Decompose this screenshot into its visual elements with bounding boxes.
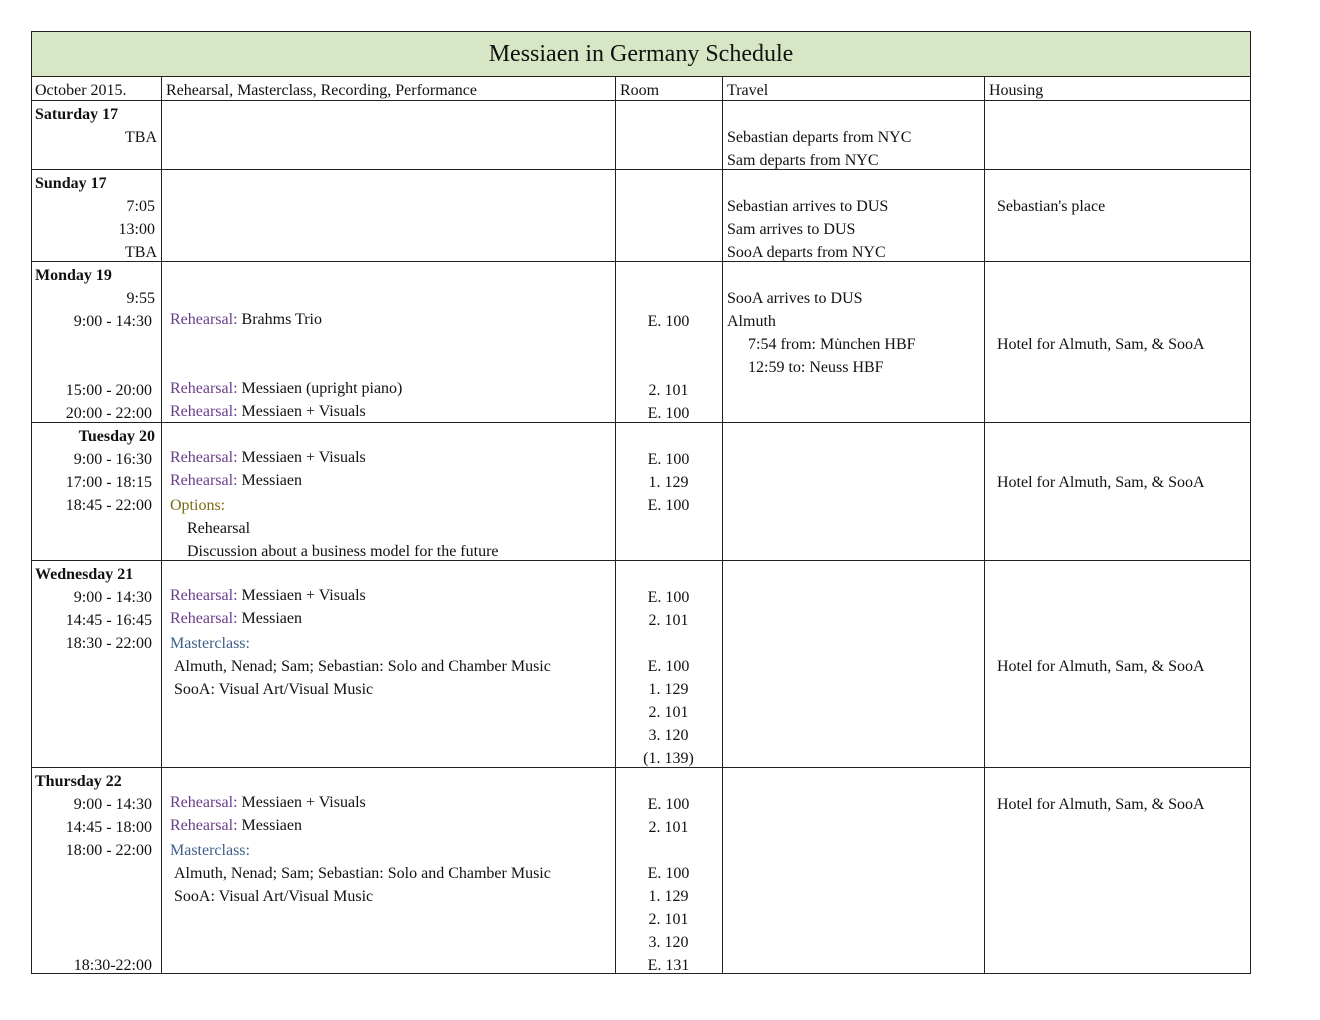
activity-cell [170, 607, 302, 630]
room-cell: (1. 139) [643, 750, 694, 767]
row-divider [32, 261, 1250, 262]
rehearsal-label: Rehearsal: [170, 794, 238, 811]
activity-text: Messiaen [241, 817, 302, 834]
room-cell: 1. 129 [648, 474, 689, 491]
activity-text: Messiaen + Visuals [241, 403, 366, 420]
travel-cell: SooA arrives to DUS [727, 290, 863, 307]
day-wednesday: Wednesday 21 [35, 566, 134, 583]
option-item: Rehearsal [187, 520, 251, 537]
activity-text: Messiaen + Visuals [241, 449, 366, 466]
travel-cell: Sam arrives to DUS [727, 221, 856, 238]
column-divider [161, 77, 162, 974]
header-date: October 2015. [35, 82, 127, 99]
masterclass-item: Almuth, Nenad; Sam; Sebastian: Solo and Chamber Music [174, 658, 551, 675]
room-cell: 1. 129 [648, 888, 689, 905]
time-cell: 14:45 - 16:45 [65, 612, 152, 629]
activity-cell [170, 791, 366, 814]
activity-text: Messiaen (upright piano) [241, 380, 403, 397]
room-cell: 2. 101 [648, 819, 689, 836]
housing-cell: Hotel for Almuth, Sam, & SooA [997, 336, 1205, 353]
room-cell: E. 100 [647, 796, 690, 813]
time-cell: 7:05 [126, 198, 155, 215]
travel-cell: 7:54 from: Mu̇nchen HBF [748, 336, 916, 353]
activity-cell [170, 377, 402, 400]
room-cell: 2. 101 [648, 911, 689, 928]
time-cell: 14:45 - 18:00 [65, 819, 152, 836]
activity-cell [170, 446, 366, 469]
schedule-sheet [31, 31, 1251, 974]
time-cell: TBA [125, 129, 157, 146]
time-cell: 9:00 - 16:30 [73, 451, 152, 468]
activity-cell [170, 400, 366, 423]
room-cell: E. 100 [647, 865, 690, 882]
day-thursday: Thursday 22 [35, 773, 122, 790]
activity-cell [170, 584, 366, 607]
time-cell: TBA [125, 244, 157, 261]
time-cell: 18:30-22:00 [73, 957, 152, 974]
rehearsal-label: Rehearsal: [170, 610, 238, 627]
time-cell: 17:00 - 18:15 [65, 474, 152, 491]
housing-cell: Hotel for Almuth, Sam, & SooA [997, 474, 1205, 491]
travel-cell: Almuth [727, 313, 776, 330]
activity-cell [170, 814, 302, 837]
rehearsal-label: Rehearsal: [170, 380, 238, 397]
activity-text: Messiaen + Visuals [241, 794, 366, 811]
masterclass-label: Masterclass: [170, 635, 250, 652]
day-tuesday: Tuesday 20 [78, 428, 155, 445]
activity-text: Messiaen [241, 610, 302, 627]
time-cell: 9:00 - 14:30 [73, 589, 152, 606]
activity-text: Messiaen [241, 472, 302, 489]
rehearsal-label: Rehearsal: [170, 472, 238, 489]
room-cell: E. 100 [647, 589, 690, 606]
masterclass-item: SooA: Visual Art/Visual Music [174, 888, 374, 905]
room-cell: E. 131 [647, 957, 690, 974]
room-cell: 2. 101 [648, 612, 689, 629]
room-cell: E. 100 [647, 451, 690, 468]
options-label: Options: [170, 497, 226, 514]
time-cell: 9:00 - 14:30 [73, 313, 152, 330]
room-cell: E. 100 [647, 313, 690, 330]
header-travel: Travel [727, 82, 769, 99]
header-activity: Rehearsal, Masterclass, Recording, Performance [166, 82, 477, 99]
travel-cell: 12:59 to: Neuss HBF [748, 359, 884, 376]
header-room: Room [620, 82, 660, 99]
rehearsal-label: Rehearsal: [170, 311, 238, 328]
travel-cell: Sebastian departs from NYC [727, 129, 912, 146]
room-cell: 2. 101 [648, 382, 689, 399]
time-cell: 13:00 [118, 221, 155, 238]
time-cell: 18:30 - 22:00 [65, 635, 152, 652]
rehearsal-label: Rehearsal: [170, 403, 238, 420]
time-cell: 18:45 - 22:00 [65, 497, 152, 514]
room-cell: 3. 120 [648, 727, 689, 744]
activity-cell [170, 469, 302, 492]
day-saturday: Saturday 17 [35, 106, 119, 123]
day-sunday: Sunday 17 [35, 175, 107, 192]
time-cell: 18:00 - 22:00 [65, 842, 152, 859]
time-cell: 9:00 - 14:30 [73, 796, 152, 813]
rehearsal-label: Rehearsal: [170, 817, 238, 834]
room-cell: E. 100 [647, 405, 690, 422]
column-divider [984, 77, 985, 974]
room-cell: 2. 101 [648, 704, 689, 721]
room-cell: E. 100 [647, 658, 690, 675]
masterclass-item: Almuth, Nenad; Sam; Sebastian: Solo and Chamber Music [174, 865, 551, 882]
activity-text: Messiaen + Visuals [241, 587, 366, 604]
time-cell: 9:55 [126, 290, 155, 307]
column-divider [722, 77, 723, 974]
title-bar [32, 32, 1250, 77]
housing-cell: Hotel for Almuth, Sam, & SooA [997, 796, 1205, 813]
option-item: Discussion about a business model for the future [187, 543, 499, 560]
time-cell: 20:00 - 22:00 [65, 405, 152, 422]
header-housing: Housing [989, 82, 1044, 99]
masterclass-item: SooA: Visual Art/Visual Music [174, 681, 374, 698]
housing-cell: Sebastian's place [997, 198, 1106, 215]
housing-cell: Hotel for Almuth, Sam, & SooA [997, 658, 1205, 675]
activity-cell [170, 308, 322, 331]
column-divider [615, 77, 616, 974]
masterclass-label: Masterclass: [170, 842, 250, 859]
travel-cell: Sam departs from NYC [727, 152, 879, 169]
travel-cell: SooA departs from NYC [727, 244, 886, 261]
room-cell: E. 100 [647, 497, 690, 514]
row-divider [32, 169, 1250, 170]
rehearsal-label: Rehearsal: [170, 587, 238, 604]
time-cell: 15:00 - 20:00 [65, 382, 152, 399]
rehearsal-label: Rehearsal: [170, 449, 238, 466]
day-monday: Monday 19 [35, 267, 112, 284]
room-cell: 3. 120 [648, 934, 689, 951]
room-cell: 1. 129 [648, 681, 689, 698]
sheet-title: Messiaen in Germany Schedule [488, 41, 794, 67]
travel-cell: Sebastian arrives to DUS [727, 198, 889, 215]
activity-text: Brahms Trio [241, 311, 322, 328]
